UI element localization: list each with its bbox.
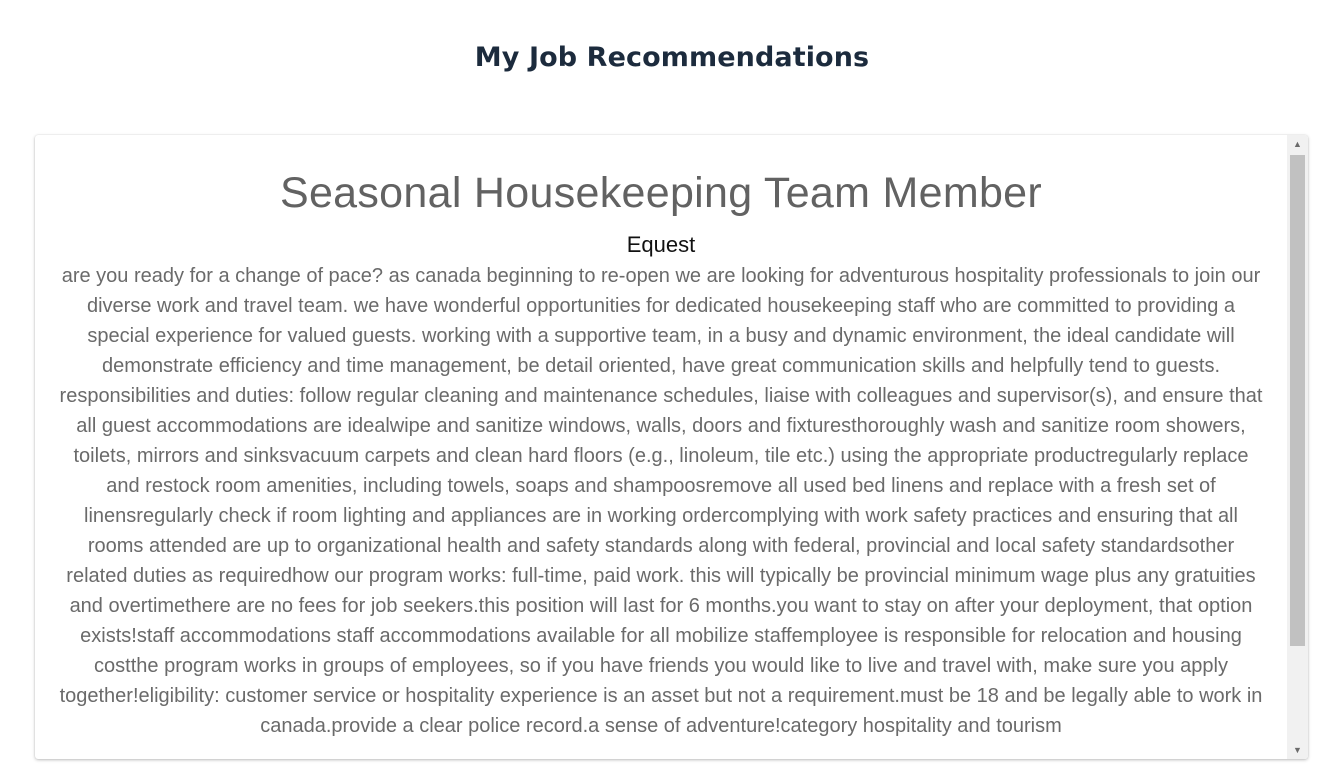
scroll-down-icon[interactable]: ▼ xyxy=(1293,745,1302,755)
vertical-scrollbar[interactable] xyxy=(1287,135,1308,759)
company-name: Equest xyxy=(626,232,696,257)
job-description: are you ready for a change of pace? as canada beginning to re-open we are looking for adventurous hospitality professionals to join our diverse work and travel team. we have wonderful opportunities for dedicated housekeeping staff who are committed to providing a special experience for valued guests. working with a supportive team, in a busy and dynamic environment, the ideal candidate will demonstrate efficiency and time management, be detail oriented, have great communication skills and helpfully tend to guests. responsibilities and duties: follow regular cleaning and maintenance schedules, liaise with colleagues and supervisor(s), and ensure that all guest accommodations are idealwipe and sanitize windows, walls, doors and fixturesthoroughly wash and sanitize room showers, toilets, mirrors and sinksvacuum carpets and clean hard floors (e.g., linoleum, tile etc.) using the appropriate productregularly replace and restock room amenities, including towels, soaps and shampoosremove all used bed linens and replace with a fresh set of linensregularly check if room lighting and appliances are in working ordercomplying with work safety practices and ensuring that all rooms attended are up to organizational health and safety standards along with federal, provincial and local safety standardsother related duties as requiredhow our program works: full-time, paid work. this will typically be provincial minimum wage plus any gratuities and overtimethere are no fees for job seekers.this position will last for 6 months.you want to stay on after your deployment, that option exists!staff accommodations staff accommodations available for all mobilize staffemployee is responsible for relocation and housing costthe program works in groups of employees, so if you have friends you would like to live and travel with, make sure you apply together!eligibility: customer service or hospitality experience is an asset but not a requirement.must be 18 and be legally able to work in canada.provide a clear police record.a sense of adventure!category hospitality and tourism xyxy=(59,265,1263,737)
job-card-content xyxy=(35,135,1287,759)
scrollbar-thumb[interactable] xyxy=(1290,155,1305,646)
job-title[interactable]: Seasonal Housekeeping Team Member xyxy=(279,169,1043,217)
page-title: My Job Recommendations xyxy=(474,42,870,73)
scroll-up-icon[interactable]: ▲ xyxy=(1293,139,1302,149)
job-card xyxy=(35,135,1308,759)
